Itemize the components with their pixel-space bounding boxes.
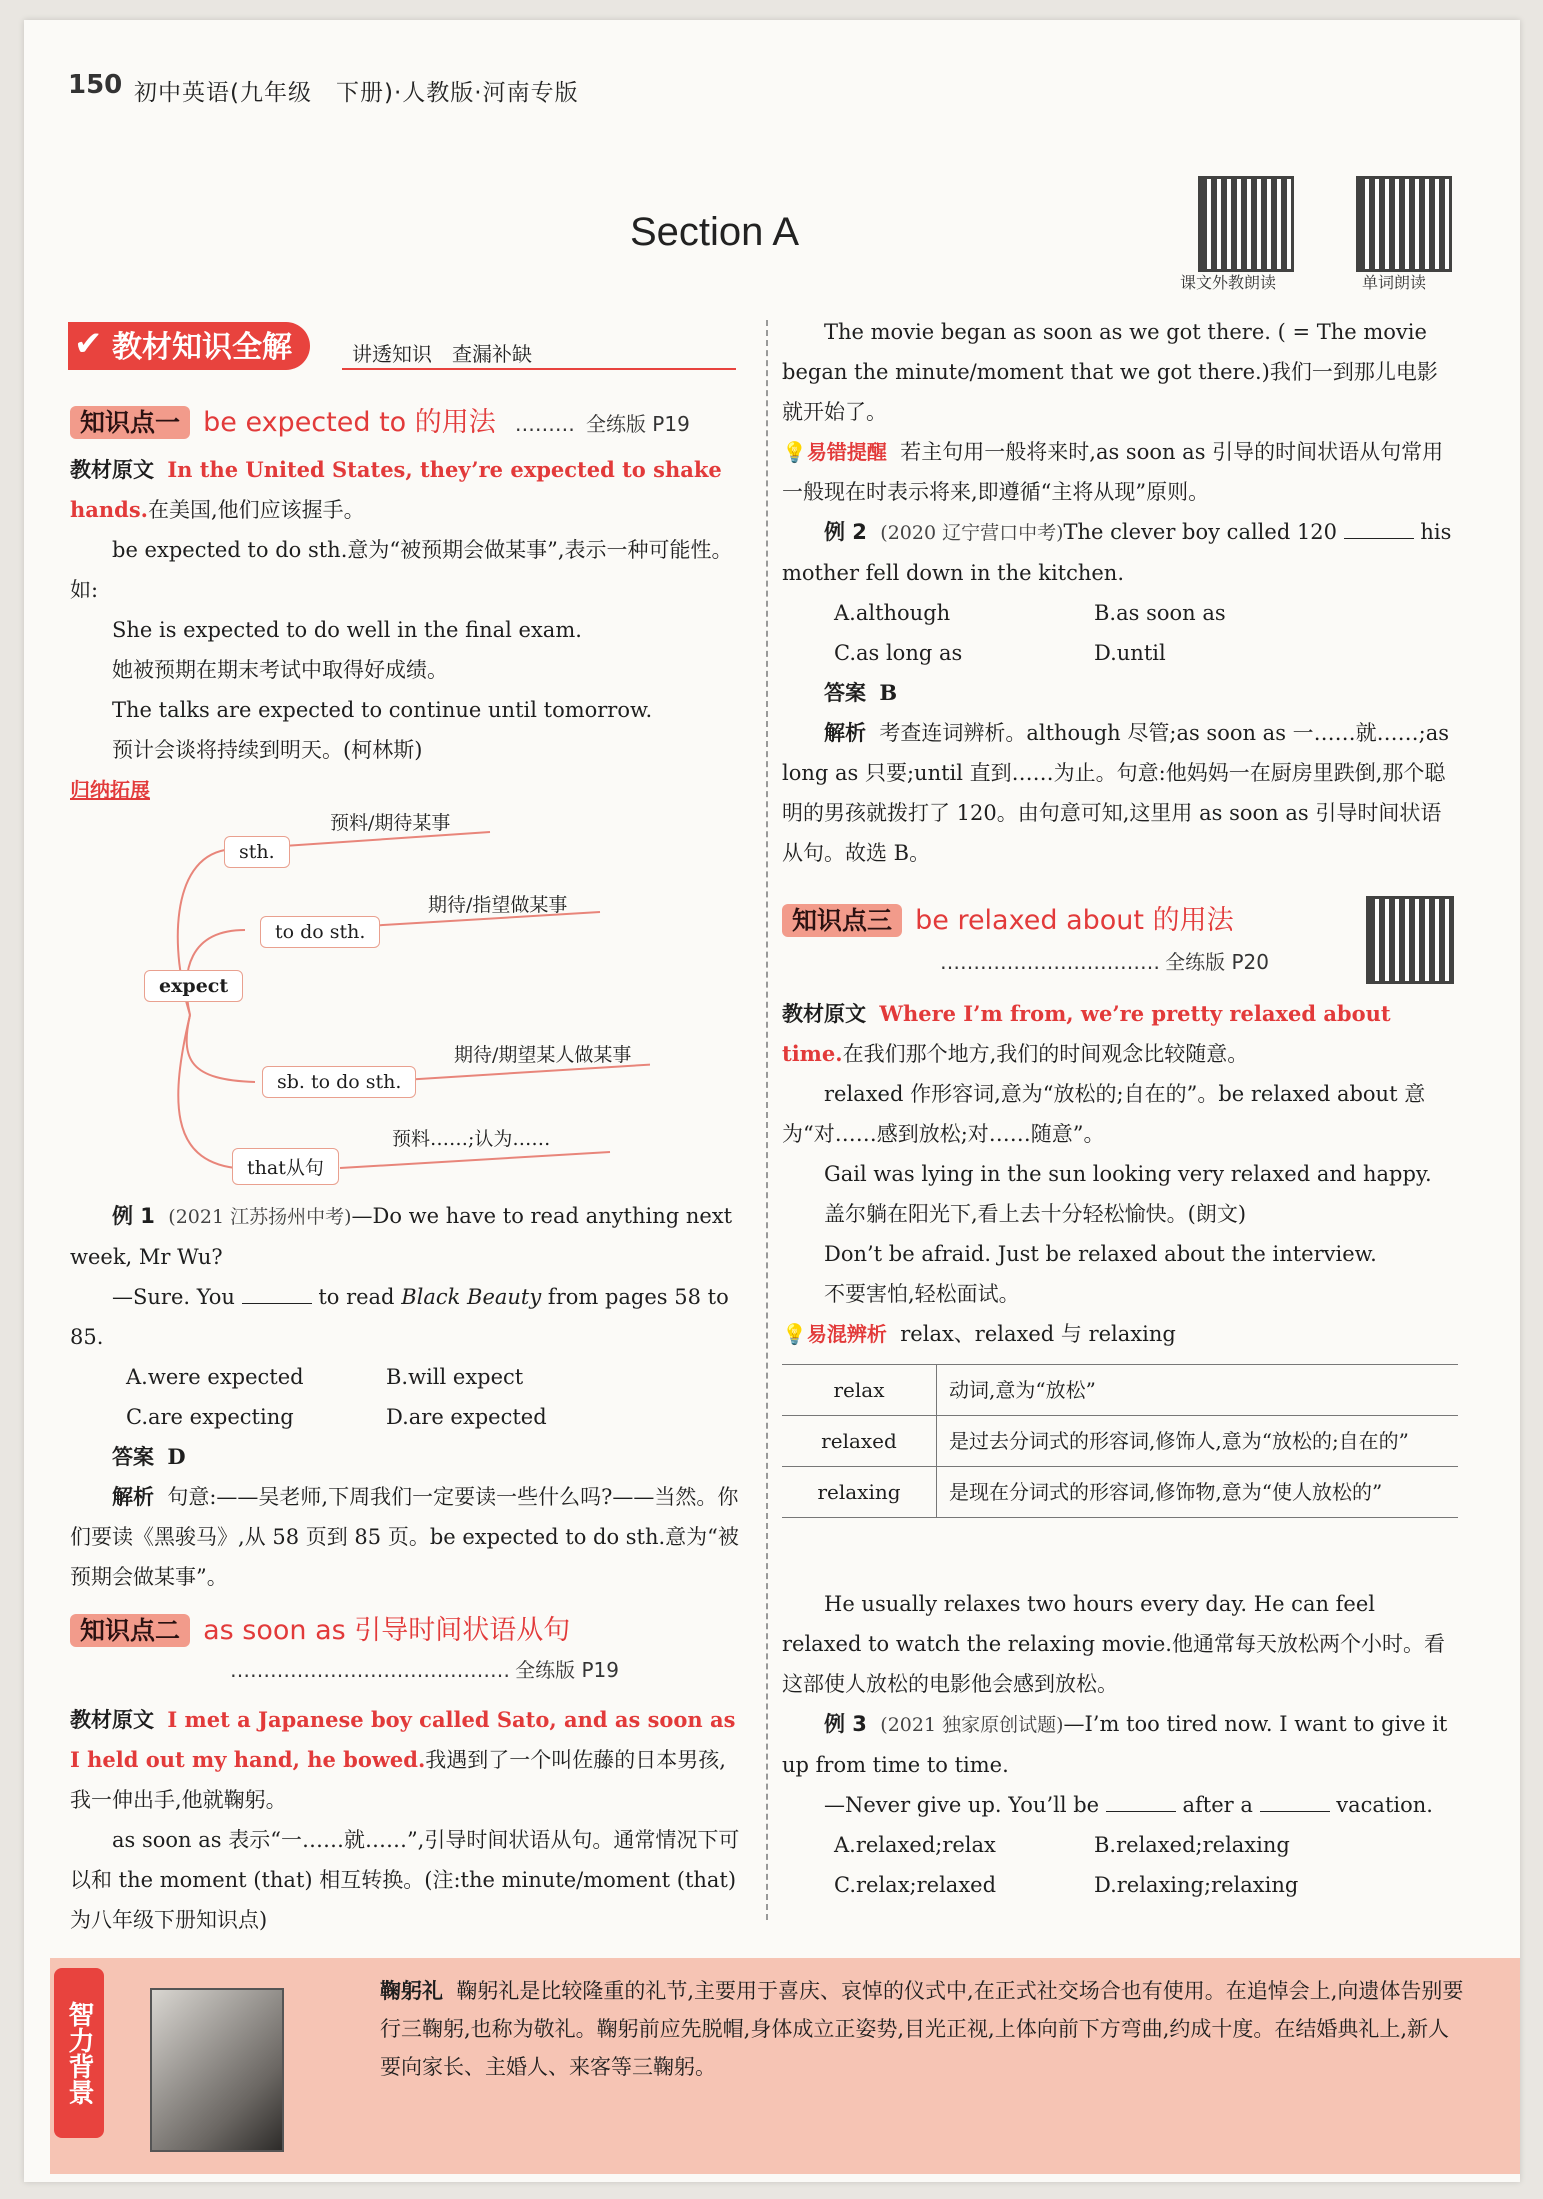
example-en: She is expected to do well in the final exam. [112,618,582,642]
answer-blank[interactable] [1106,1811,1176,1812]
answer-blank[interactable] [1344,538,1414,539]
compare-label [782,1322,887,1346]
qr-code-icon[interactable] [1356,176,1452,272]
qr-code-icon[interactable] [1198,176,1294,272]
option[interactable]: A.although [834,601,951,625]
table-cell-desc: 动词,意为“放松” [937,1365,1459,1416]
kp3-after [782,1584,1458,1905]
tip-label [782,440,887,464]
answer-label: 答案 [112,1445,154,1469]
mindmap-node: sth. [224,836,290,868]
kp2-body [70,1700,740,1940]
question: from pages 58 to 85. [70,1285,729,1349]
orig-label: 教材原文 [70,458,154,482]
option[interactable]: A.relaxed;relax [834,1833,996,1857]
question: —Sure. You [112,1285,235,1309]
analysis-label: 解析 [824,721,866,745]
kp1-example [70,1196,740,1597]
page-number: 150 [68,70,123,100]
kp3-header [782,898,1342,937]
compare-table [782,1364,1458,1518]
dots: ……… [514,412,575,436]
example-en: He usually relaxes two hours every day. He can feel relaxed to watch the relaxing movie. [782,1592,1376,1656]
tip-icon: 💡 [782,1322,807,1346]
example-source: (2020 辽宁营口中考) [880,522,1064,544]
example-source: (2021 江苏扬州中考) [168,1206,352,1228]
option[interactable]: B.relaxed;relaxing [1094,1833,1290,1857]
kp3-ref: 全练版 P20 [1165,950,1269,974]
example-en: Gail was lying in the sun looking very relaxed and happy. [824,1162,1432,1186]
compare-label-text: 易混辨析 [806,1322,887,1346]
option[interactable]: B.will expect [386,1365,524,1389]
question: The clever boy called 120 [1063,520,1338,544]
orig-cn: 在我们那个地方,我们的时间观念比较随意。 [842,1042,1249,1066]
option[interactable]: C.relax;relaxed [834,1873,997,1897]
example-cn: 不要害怕,轻松面试。 [824,1282,1020,1306]
kp1-ref: 全练版 P19 [585,412,690,436]
example-cn: 盖尔躺在阳光下,看上去十分轻松愉快。(朗文) [824,1202,1247,1226]
answer-label: 答案 [824,681,866,705]
background-text [380,1972,1466,2086]
example-cn: 他通常每天放松两个小时。看这部使人放松的电影他会感到放松。 [782,1632,1445,1696]
answer-blank[interactable] [242,1303,312,1304]
question: after a [1182,1793,1253,1817]
table-row [782,1365,1458,1416]
orig-label: 教材原文 [782,1002,866,1026]
banner-underline [342,368,736,370]
analysis: 考查连词辨析。although 尽管;as soon as 一……就……;as long as 只要;until 直到……为止。句意:他妈妈一在厨房里跌倒,那个聪明的男孩就拨打了 120。由句意可知,这里用 as soon as 引导时间状语从句。故选 B。 [782,721,1450,865]
banner-title: 教材知识全解 [112,330,292,365]
example-cn: 预计会谈将持续到明天。(柯林斯) [112,738,423,762]
kp2-ref-line [230,1654,619,1683]
kp1-title: be expected to 的用法 [203,407,496,438]
background-tag: 智力背景 [54,1968,104,2138]
mindmap-center: expect [144,970,243,1002]
option[interactable]: C.as long as [834,641,963,665]
question: —Never give up. You’ll be [824,1793,1100,1817]
kp3-title: be relaxed about 的用法 [915,905,1234,936]
kp2-title: as soon as 引导时间状语从句 [203,1615,571,1646]
tip-label-text: 易错提醒 [806,440,887,464]
example-cn: 她被预期在期末考试中取得好成绩。 [112,658,448,682]
analysis: 句意:——吴老师,下周我们一定要读一些什么吗?——当然。你们要读《黑骏马》,从 58 页到 85 页。be expected to do sth.意为“被预期会做某事”。 [70,1485,739,1589]
option[interactable]: B.as soon as [1094,601,1226,625]
qr-code-icon[interactable] [1366,896,1454,984]
mindmap-meaning: 预料……;认为…… [392,1128,551,1150]
compare-title: relax、relaxed 与 relaxing [900,1322,1176,1346]
mindmap-node: that从句 [232,1148,339,1185]
table-cell-word: relax [782,1365,937,1416]
table-cell-word: relaxing [782,1467,937,1518]
column-divider [766,320,768,1920]
table-cell-word: relaxed [782,1416,937,1467]
analysis-label: 解析 [112,1485,154,1509]
option[interactable]: D.relaxing;relaxing [1094,1873,1299,1897]
example-label: 例 2 [824,520,867,544]
check-icon: ✔ [74,324,103,364]
option[interactable]: C.are expecting [126,1405,294,1429]
kp3-ref-line [940,946,1269,975]
mindmap-meaning: 预料/期待某事 [330,812,451,834]
dots: …………………………… [940,950,1160,974]
orig-cn: 在美国,他们应该握手。 [147,498,365,522]
explain: relaxed 作形容词,意为“放松的;自在的”。be relaxed about 意为“对……感到放松;对……随意”。 [782,1082,1426,1146]
example-cn: 我们一到那儿电影就开始了。 [782,360,1438,424]
question: to read [318,1285,395,1309]
dots: …………………………………… [230,1658,510,1682]
question: his mother fell down in the kitchen. [782,520,1452,585]
option[interactable]: D.until [1094,641,1166,665]
orig-cn: 我遇到了一个叫佐藤的日本男孩,我一伸出手,他就鞠躬。 [70,1748,726,1812]
explain: as soon as 表示“一……就……”,引导时间状语从句。通常情况下可以和 the moment (that) 相互转换。(注:the minute/moment (that) 为八年级下册知识点) [70,1828,740,1932]
example-label: 例 1 [112,1204,155,1228]
banner-subtitle: 讲透知识 查漏补缺 [352,342,532,366]
book-title-ref: Black Beauty [401,1285,542,1309]
kp2-header [70,1608,740,1647]
mindmap-meaning: 期待/指望做某事 [428,894,568,916]
mindmap-meaning: 期待/期望某人做某事 [454,1044,632,1066]
orig-en: I met a Japanese boy called Sato, and as soon as I held out my hand, he bowed. [70,1707,736,1772]
section-title: Section A [630,210,800,254]
qr-label: 课文外教朗读 [1180,273,1277,292]
kp1-body [70,450,740,810]
kp2-tag: 知识点二 [70,1614,190,1647]
extend-label: 归纳拓展 [70,778,150,802]
qr-label: 单词朗读 [1362,273,1427,292]
explain: be expected to do sth.意为“被预期会做某事”,表示一种可能性。如: [70,538,733,602]
bowing-photo [150,1988,284,2152]
book-title: 初中英语(九年级 下册)·人教版·河南专版 [134,80,579,106]
kp3-body [782,994,1458,1354]
option[interactable]: D.are expected [386,1405,547,1429]
example-en: The talks are expected to continue until tomorrow. [112,698,653,722]
kp1-header [70,400,740,439]
orig-en: Where I’m from, we’re pretty relaxed about time. [782,1001,1391,1066]
kp3-tag: 知识点三 [782,904,902,937]
background-term: 鞠躬礼 [380,1978,443,2003]
background-body: 鞠躬礼是比较隆重的礼节,主要用于喜庆、哀悼的仪式中,在正式社交场合也有使用。在追悼会上,向遗体告别要行三鞠躬,也称为敬礼。鞠躬前应先脱帽,身体成立正姿势,目光正视,上体向前下方弯曲,约成十度。在结婚典礼上,新人要向家长、主婚人、来客等三鞠躬。 [380,1979,1464,2079]
kp2-continued [782,312,1458,873]
option[interactable]: A.were expected [126,1365,304,1389]
answer: D [167,1444,186,1469]
question: —Do we have to read anything next week, Mr Wu? [70,1204,733,1269]
example-en: The movie began as soon as we got there. ( = The movie began the minute/moment that we got there.) [782,320,1427,384]
answer-blank[interactable] [1260,1811,1330,1812]
kp2-ref: 全练版 P19 [515,1658,619,1682]
example-en: Don’t be afraid. Just be relaxed about the interview. [824,1242,1377,1266]
table-cell-desc: 是现在分词式的形容词,修饰物,意为“使人放松的” [937,1467,1459,1518]
mindmap-node: sb. to do sth. [262,1066,416,1098]
tip-icon: 💡 [782,440,807,464]
question: —I’m too tired now. I want to give it up from time to time. [782,1712,1448,1777]
table-cell-desc: 是过去分词式的形容词,修饰人,意为“放松的;自在的” [937,1416,1459,1467]
orig-en: In the United States, they’re expected to shake hands. [70,457,722,522]
kp1-tag: 知识点一 [70,406,190,439]
table-row [782,1467,1458,1518]
orig-label: 教材原文 [70,1708,154,1732]
mindmap-node: to do sth. [260,916,380,948]
table-row [782,1416,1458,1467]
example-label: 例 3 [824,1712,867,1736]
question: vacation. [1336,1793,1433,1817]
tip-text: 若主句用一般将来时,as soon as 引导的时间状语从句常用一般现在时表示将来,即遵循“主将从现”原则。 [782,440,1444,504]
answer: B [879,680,898,705]
section-banner [68,322,310,370]
example-source: (2021 独家原创试题) [880,1714,1064,1736]
